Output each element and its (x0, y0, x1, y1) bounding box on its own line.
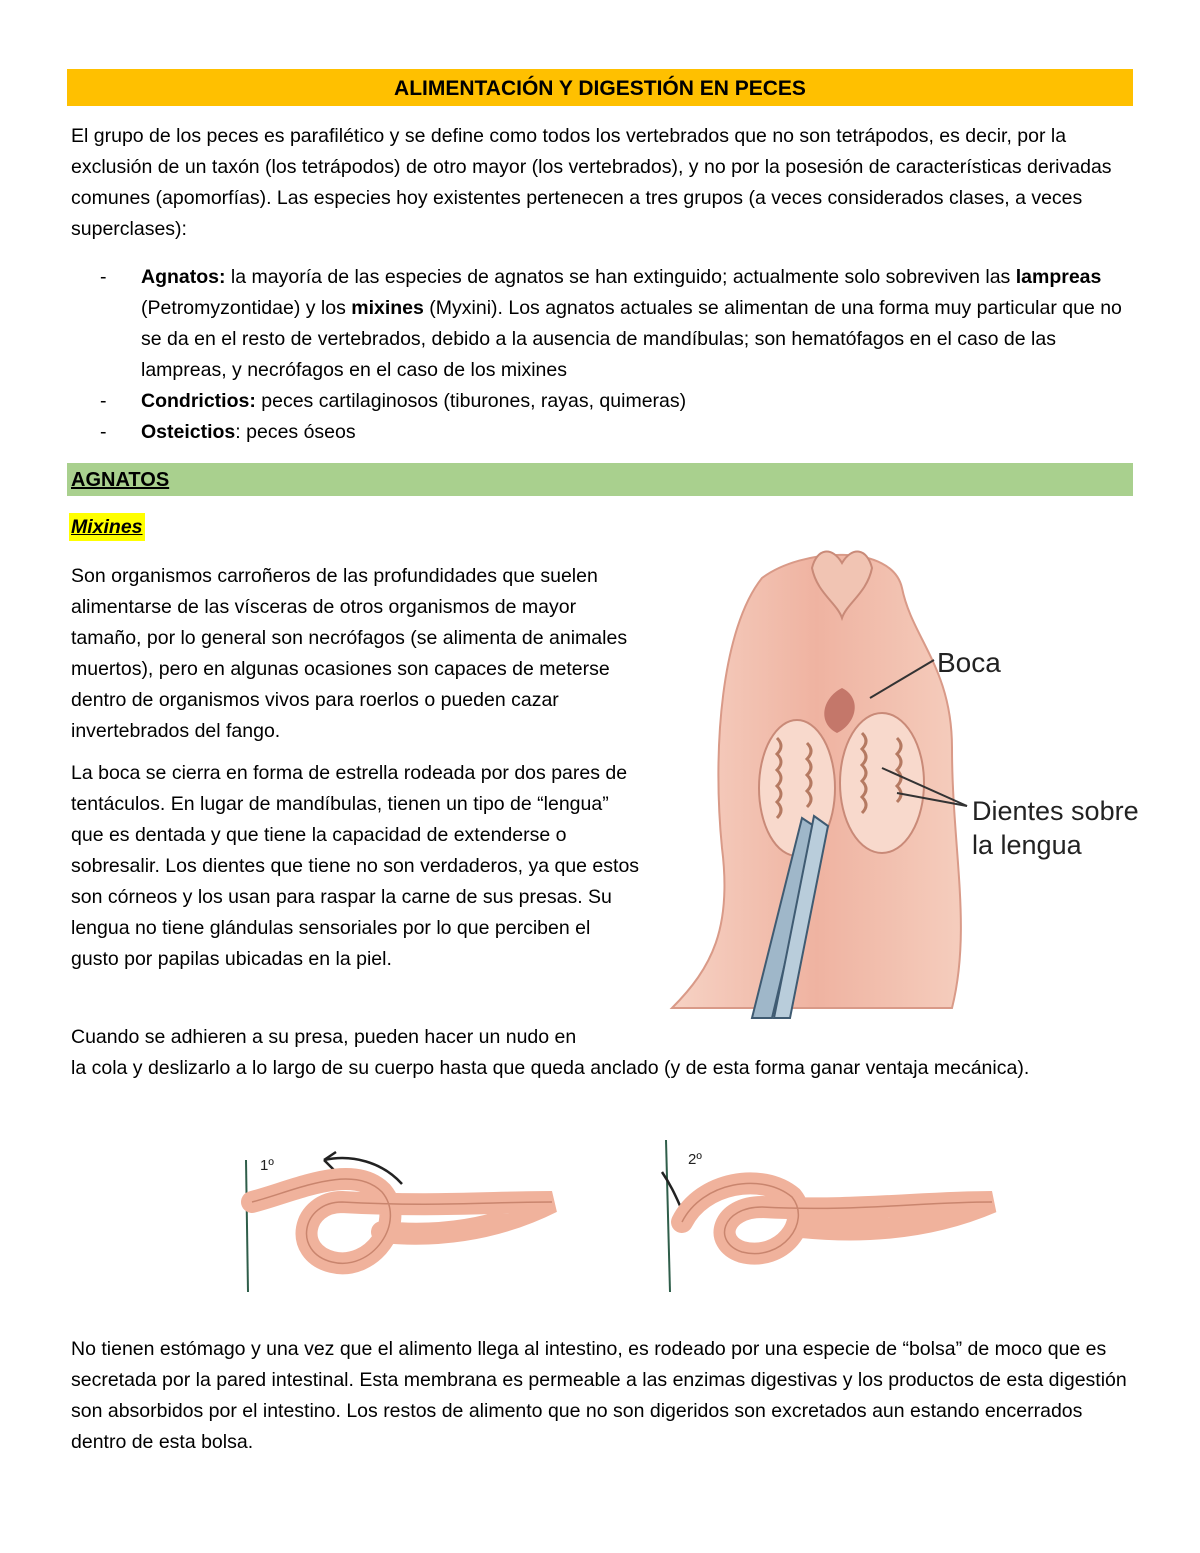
term-mixines: mixines (351, 297, 424, 319)
term-lampreas: lampreas (1015, 266, 1102, 288)
label-teeth-line2: la lengua (972, 830, 1082, 860)
list-text: (Petromyzontidae) y los (141, 297, 352, 319)
arrow-icon (662, 1172, 682, 1210)
step2-label: 2º (688, 1151, 702, 1168)
paragraph-mouth: La boca se cierra en forma de estrella rodeada por dos pares de tentáculos. En lugar de mandíbulas, tienen un tipo de “lengua” que es dentada y que tiene la capacidad de extenderse o sobresalir. Los dientes que tiene no son verdaderos, ya que estos son córneos y los usan para raspar la carne de sus presas. Su lengua no tiene glándulas sensoriales por lo que perciben el gusto por papilas ubicadas en la piel. (71, 762, 640, 970)
paragraph-knot-line2: la cola y deslizarlo a lo largo de su cuerpo hasta que queda anclado (y de esta forma ganar ventaja mecánica). (71, 1057, 1030, 1079)
knot-step2-illustration (652, 1132, 1002, 1304)
page-title: ALIMENTACIÓN Y DIGESTIÓN EN PECES (67, 69, 1133, 106)
list-dash: - (100, 390, 107, 412)
term-agnatos: Agnatos: (141, 266, 226, 288)
intro-paragraph: El grupo de los peces es parafilético y se define como todos los vertebrados que no son tetrápodos, es decir, por la exclusión de un taxón (los tetrápodos) de otro mayor (los vertebrados), y no por la posesión de características derivadas comunes (apomorfías). Las especies hoy existentes pertenecen a tres grupos (a veces considerados clases, a veces superclases): (71, 125, 1112, 240)
paragraph-knot (71, 1022, 1131, 1084)
term-osteictios: Osteictios (141, 421, 236, 443)
fish-groups-list (100, 262, 1130, 448)
list-item-agnatos (100, 262, 1130, 386)
section-heading (67, 463, 1133, 496)
hagfish-knot-body (252, 1179, 552, 1263)
list-text: : peces óseos (235, 421, 356, 443)
list-text: peces cartilaginosos (tiburones, rayas, quimeras) (255, 390, 687, 412)
paragraph-knot-line1: Cuando se adhieren a su presa, pueden hacer un nudo en (71, 1026, 577, 1048)
term-condrictios: Condrictios: (141, 390, 256, 412)
label-teeth-line1: Dientes sobre (972, 796, 1139, 826)
list-dash: - (100, 421, 107, 443)
list-text: (Myxini). Los agnatos actuales se alimentan de una forma muy particular que no se da en el resto de vertebrados, debido a la ausencia de mandíbulas; son hematófagos en el caso de las lampreas, y necrófagos en el caso de los mixines (141, 297, 1122, 381)
paragraph-digestion: No tienen estómago y una vez que el alimento llega al intestino, es rodeado por una especie de “bolsa” de moco que es secretada por la pared intestinal. Esta membrana es permeable a las enzimas digestivas y los productos de esta digestión son absorbidos por el intestino. Los restos de alimento que no son digeridos son excretados aun estando encerrados dentro de esta bolsa. (71, 1338, 1127, 1453)
list-text: la mayoría de las especies de agnatos se han extinguido; actualmente solo sobreviven las (225, 266, 1016, 288)
subheading-mixines: Mixines (69, 513, 145, 541)
step1-label: 1º (260, 1157, 274, 1174)
tongue-right-lobe (840, 713, 924, 853)
label-mouth: Boca (937, 647, 1001, 678)
list-dash: - (100, 266, 107, 288)
hagfish-mouth-illustration (652, 548, 1162, 1030)
knot-step1-illustration (232, 1132, 562, 1304)
list-item-osteictios (100, 417, 1130, 448)
paragraph-habitat: Son organismos carroñeros de las profundidades que suelen alimentarse de las vísceras de otros organismos de mayor tamaño, por lo general son necrófagos (se alimenta de animales muertos), pero en algunas ocasiones son capaces de meterse dentro de organismos vivos para roerlos o pueden cazar invertebrados del fango. (71, 565, 628, 742)
list-item-condrictios (100, 386, 1130, 417)
section-heading-text: AGNATOS (71, 469, 170, 491)
